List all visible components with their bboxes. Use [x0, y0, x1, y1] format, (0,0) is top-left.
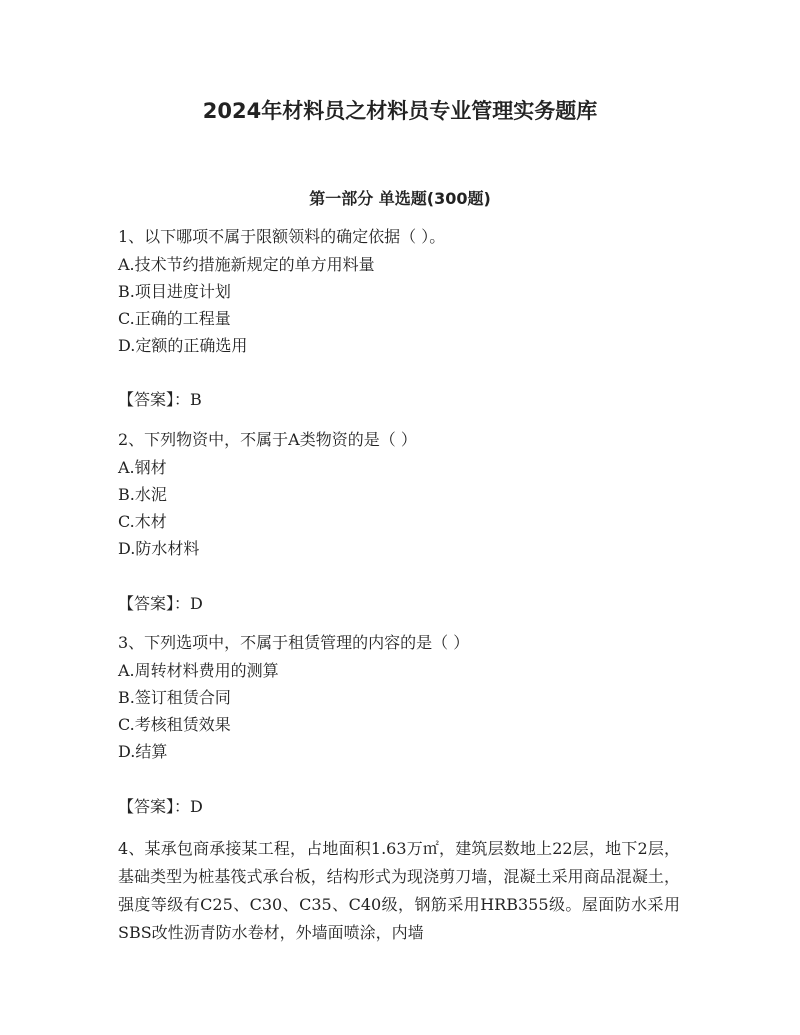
question-1-option-d: D.定额的正确选用	[118, 336, 248, 355]
question-3-option-d: D.结算	[118, 742, 168, 761]
question-2-option-a: A.钢材	[118, 458, 167, 477]
section-title: 第一部分 单选题(300题)	[309, 189, 491, 208]
question-4-stem: 4、某承包商承接某工程，占地面积1.63万㎡，建筑层数地上22层，地下2层，基础类型为桩基筏式承台板，结构形式为现浇剪刀墙，混凝土采用商品混凝土，强度等级有C25、C30、C35、C40级，钢筋采用HRB355级。屋面防水采用SBS改性沥青防水卷材，外墙面喷涂，内墙	[118, 839, 680, 942]
question-3-answer: 【答案】：D	[118, 797, 203, 816]
question-1-stem: 1、以下哪项不属于限额领料的确定依据（ ）。	[118, 227, 446, 246]
question-2-answer: 【答案】：D	[118, 594, 203, 613]
document-title: 2024年材料员之材料员专业管理实务题库	[202, 99, 598, 123]
question-2-option-d: D.防水材料	[118, 539, 200, 558]
question-2-stem: 2、下列物资中，不属于A类物资的是（ ）	[118, 430, 417, 449]
question-3-option-b: B.签订租赁合同	[118, 688, 231, 707]
question-1-option-b: B.项目进度计划	[118, 282, 231, 301]
question-3-stem: 3、下列选项中，不属于租赁管理的内容的是（ ）	[118, 633, 470, 652]
question-3-option-a: A.周转材料费用的测算	[118, 661, 279, 680]
question-1-option-a: A.技术节约措施新规定的单方用料量	[118, 255, 375, 274]
question-2-option-c: C.木材	[118, 512, 167, 531]
question-1-answer: 【答案】：B	[118, 390, 202, 409]
question-2-option-b: B.水泥	[118, 485, 167, 504]
question-3-option-c: C.考核租赁效果	[118, 715, 231, 734]
question-1-option-c: C.正确的工程量	[118, 309, 231, 328]
